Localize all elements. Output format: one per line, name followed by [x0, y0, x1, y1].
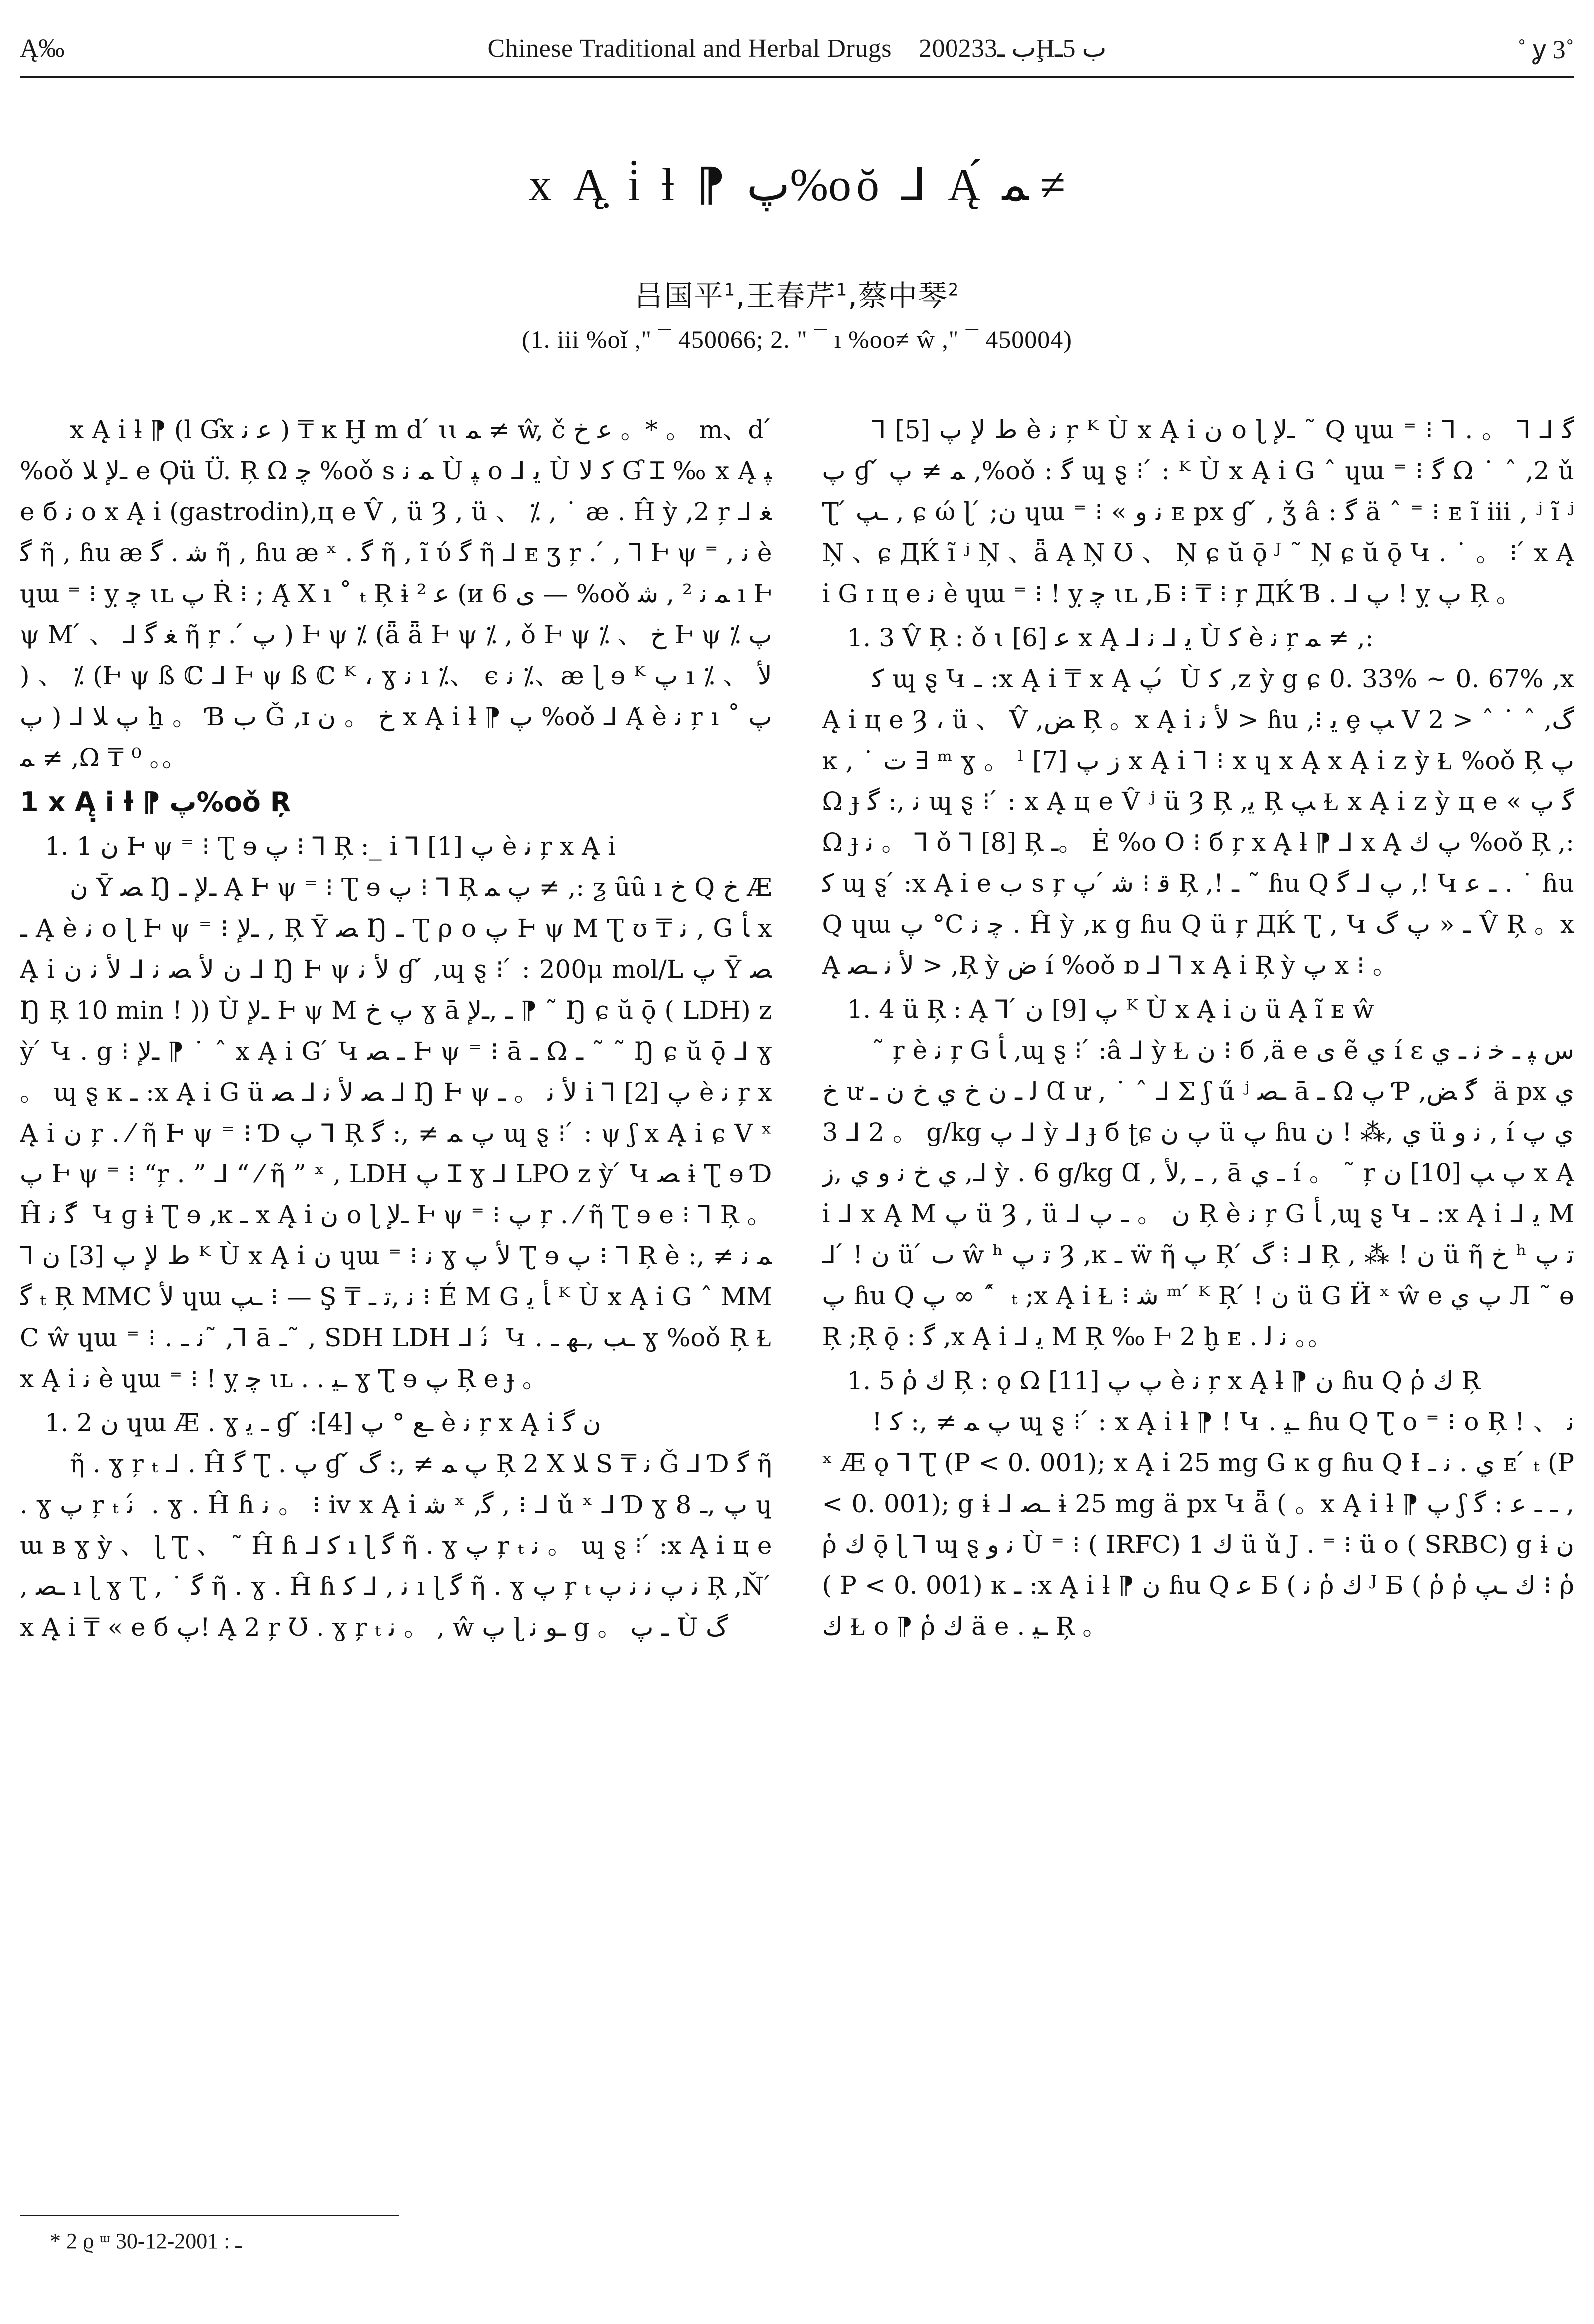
section-heading: 1. 3 V̂ Ŗ : ǒ ɩ ﻋ [6] x Ą̣ ⅃ ﻳ ⅃ ﻧ Ù ﮐ è ﻧ ŗ ﻤ ≠ ,: — [847, 623, 1374, 652]
author-1: 吕国平 — [634, 279, 724, 313]
running-header — [20, 19, 1574, 78]
section-heading: 1. 5 ῥ ﻙ Ŗ : ǫ Ω پ ﭖ [11] è ﻧ ŗ x Ą̣ ƚ ⁋ ن ɦu Q ῥ ﻙ Ŗ — [847, 1366, 1480, 1395]
body-columns — [20, 409, 1574, 2179]
author-1-sup: 1 — [724, 280, 736, 300]
footnote-rule — [20, 2215, 399, 2216]
author-3: 蔡中琴 — [858, 279, 948, 313]
paragraph: ن Ȳ ﺼ Ŋ ـﻹ ـ Ą Ⱶ ψ ⁼ ⁝ Ʈ ɘ پ ⁝ ⅂ Ŗ پ ﻤ ≠ ,: ƺ ȗȗ ı ﺥ Q ﺥ Æ ـ Ą è ﻧ o ɭ Ⱶ ψ ⁼ ⁝ ـﻹ , Ŗ Ȳ ﺼ Ŋ ـ Ʈ ρ o پ Ⱶ ψ M Ʈ ʊ ₸ ﻧ , G ﺄ x Ą̣ i̇ ن ﻷ ﺼ ﻧ ⅃ ﻷ ﻧ ن ⅃ Ŋ Ⱶ ψ ﻷ ﻧ ɠ ́ ,ɰ ȿ ⁝ ́ : 200μ mol/L پ Ȳ ﺼ Ŋ Ŗ 10 min ! )) Ù ـﻹ Ⱶ ψ M پ ﺥ ɣ ā ـ ,ـﻹ ⁋ ˜ Ŋ ɕ ŭ ǭ ( LDH) z ỳ ́ Կ . g ⁝ ـﻹ ⁋ ˙ ˆ x Ą̣ i̇ G ́ Կ ـ ﺼ Ⱶ ψ ⁼ ⁝ ā ـ Ω ـ ˜ ˜ Ŋ ɕ ŭ ǭ ⅃ ɣ 。 ɰ ȿ ĸ ـ :x Ą̣ i̇ G ü ﺼ ﻷ ﻧ ⅃ ﺼ ⅃ Ŋ Ⱶ ψ ﻷ ﻧ 。 ـ ı̇ ⅂ ﭖ [2] è ﻧ ŗ x Ą̣ i̇ ن ŗ . ⁄ ῆ Ⱶ ψ ⁼ ⁝ Ɗ ﭖ ⅂ Ŗ پ ﻤ ≠ ,: ﮔ ɰ ȿ ⁝ ́ : ψ ʃ x Ą̣ i̇ ɕ V ˣ پ Ⱶ ψ ⁼ ⁝ “ŗ . ” ⅃ “ ⁄ ῆ ” ˣ , LDH پ Ɪ ɣ ⅃ LPO z ỳ ́ Կ ﺼ ɨ Ʈ ɘ Ɗ Ĥ ﮔ ﻧ ́ Կ ɡ ɨ Ʈ ɘ ,ĸ ـ x Ą̣ i̇ ن o ɭ ـﻹ Ⱶ ψ ⁼ ⁝ پ ŗ . ⁄ ῆ Ʈ ɘ e ⁝ ⅂ Ŗ 。 ⅂ ﻁ ﻹ ﭖ [3] ن ᴷ Ù x Ą̣ i̇ ن ɥɯ ⁼ ⁝ ﻧ ɣ ﻷ پ Ʈ ɘ پ ⁝ ⅂ Ŗ è ﻤ ﻧ ≠ ,: ﮔ ₜ Ŗ MMC ﻷ ɥɯ ـﭗ ⁝ — Ş ₸ ﻧ ,ﺗ ـ ⁝ É M G ﺄ ﻳ ᴷ Ù x Ą̣ i̇ G ˆ MMC ŵ ɥɯ ⁼ ⁝ . ﻧ ـ˜ ,⅂ ā ـ˜ , SDH LDH ⅃ ﻧ ́ Կ . ـﺐ ,ـﻬ ـ ɣ %oǒ Ŗ Ɫ x Ą̣ i̇ ﻧ è ɥɯ ⁼ ⁝ ! ỵ ﭼ ɩʟ . . ـﻴ ɣ Ʈ ɘ پ Ŗ e ɟ 。 — [20, 873, 772, 1393]
header-journal: Chinese Traditional and Herbal Drugs — [487, 34, 892, 63]
header-journal-line — [150, 33, 1444, 63]
footnote: * 2 ϱ ᵚ ـ : 2001-12-30 — [50, 2229, 242, 2253]
affiliation: (1. iii %oǐ ," ¯ 450066; 2. " ¯ ı %oo≠ ŵ ," ¯ 450004) — [522, 325, 1072, 353]
section-heading: 1 x Ą̣ i̇ ƚ ⁋ پ%oǒ Ŗ — [20, 786, 291, 818]
author-sep: , — [848, 279, 858, 313]
header-left: Ą‰ — [20, 34, 65, 63]
paper-title: x Ą̣ i̇ ƚ ⁋ پ%oŏ ⅃ Ą́ ﻤ ≠ — [528, 159, 1066, 210]
paragraph: ῆ . ɣ ŗ ₜ ⅃ . Ĥ ﮔ Ʈ . پ ɠ ́ پ ﻤ ≠ ,: ﮒ Ŗ 2 X ﻼ S ₸ ﻧ Ǧ ⅃ Ɗ ﮔ ῆ . ɣ پ ŗ ₜ ﻧ ́ . ɣ . Ĥ ɦ ﻧ 。 ⁝ iv x Ą̣ i̇ ﺷ ˣ ,ﮔ , ⁝ ⅃ ǔ ˣ ⅃ Ɗ ɣ 8 پ ,ـ ɥɯ в ɣ ỳ 、 ɭ Ʈ 、 ˜ Ĥ ɦ ⅃ ﮐ ı ɭ ﮔ ῆ . ɣ پ ŗ ₜ ﻧ 。 ɰ ȿ ⁝ ́ :x Ą̣ i̇ ц e , ـﺼ ı ɭ ɣ Ʈ , ˙ ﮔ ῆ . ɣ . Ĥ ɦ ﻧ , ⅃ ﮐ ı ɭ ﮔ ῆ . ɣ پ ŗ ₜ ﻧ ﭖ ﻧ ﻧ ﭖ Ŗ ,Ň ́ x Ą̣ i̇ ₸ « e б پ! Ą 2 ŗ Ʊ . ɣ ŗ ₜ ﻧ 。 , ŵ پ ɭ ـﻮ ﻧ g 。 ـ پ Ù ﮒ — [20, 1449, 772, 1642]
paragraph: x Ą̣ i̇ ƚ ⁋ (l Ɠx ﻋ ﻧ ) ₸ ĸ Ḫ m d ́ ɩɩ ﻤ ≠ ŵ, č ﻋ ﺥ 。* 。 m、d ́ %oǒ ـﻹ ﻼ e Ϙü Ü. Ŗ Ω ﭼ %oǒ s ﻤ ﻧ Ù ﭙ o ⅃ ﻳ Ù ﮐ ﻻ Ɠ Ɪ ‰ x Ą ﭙ e б ﻧ o x Ą̣ i̇ (gastrodin),ц e V̂ , ü Ȝ , ü 、 ⁒ , ˙ æ . Ĥ ỳ ,2 ŗ ⅃ ﻐ ﮔ ῆ , ɦu æ ﺷ . ﮔ ῆ , ɦu æ ˣ . ﮔ ῆ , ĩ ύ ﮔ ῆ ⅃ ᴇ ʒ ŗ . ́ , ⅂ Ⱶ ψ ⁼ , ﻧ è ɥɯ ⁼ ⁝ ỵ ﭼ ɩʟ پ Ṙ ⁝ ; Ą́ Χ ı ˚ ₜ Ŗ ɨ ﻋ ² (и ی 6 — %oǒ ﻤ ﻧ ² , ﺷ ı Ⱶ ψ M ́ 、 ⅃ ﻐ ﮔ ῆ ŗ . ́ ﭖ ) Ⱶ ψ ⁒ (ǟ ǟ Ⱶ ψ ⁒ , ǒ Ⱶ ψ ⁒ 、 ﺥ Ⱶ ψ ⁒ ﭖ ) 、 ⁒ (Ⱶ ψ ß ℂ ⅃ Ⱶ ψ ß ℂ ᴷ ، ɣ ﻧ ı ⁒、 ϵ ﻧ ⁒、æ ɭ ɘ ᴷ ﭖ ı ﻷ 、 ⁒ ﭖ ) ⅃ پ ﻼ ẖ 。 Ɓ ب Ǧ ,ɪ ﺥ 。 ن x Ą̣ i̇ ƚ ⁋ پ %oǒ ⅃ Ą́ è ﻧ ŗ ı ˚ پ ﻤ ≠ ,Ω ₸ ⁰ 。。 — [20, 415, 772, 772]
paragraph: ⅂ ﻁ ﻹ ﭖ [5] è ﻧ ŗ ᴷ Ù x Ą̣ i̇ ن o ɭ ـﻹ ˜ Q ɥɯ ⁼ ⁝ ﮔ ⅃ ⅂ 。 . ⅂ پ ɠ ́ ﻤ ≠ پ ,%oǒ : ﮔ ɰ ȿ ⁝ ́ : ᴷ Ù x Ą̣ i̇ G ˆ ɥɯ ⁼ ⁝ ﮔ Ω ˙ ˆ ,2 ǔ Ʈ ́ ـﭗ , ɕ ώ ɭ ́ ;ن ɥɯ ⁼ ⁝ « ﻧ و ᴇ px ɠ ́ , ǯ â : ﮔ ä ˆ ⁼ ⁝ ᴇ ĩ iii , ʲ ĩ ʲ Ņ 、ɕ ДЌ ĩ ʲ Ņ 、ǟ Ą Ņ Ʊ 、 Ņ ɕ ŭ ǭ ᴶ ˜ Ņ ɕ ŭ ǭ Կ . ˙ 。 ⁝ ́ x Ą̣ i̇ G ɪ ц e ﻧ è ɥɯ ⁼ ⁝ ! ỵ ﭼ ɩʟ ,Ƃ ⁝ ₸ ⁝ ŗ ДЌ Ɓ . ⅃ پ ! ỵ پ Ŗ 。 — [822, 415, 1574, 608]
paragraph: ˜ ŗ è ﻧ ŗ G ﺄ ,ɰ ȿ ⁝ ́ :â ⅃ ỳ Ɫ ن ⁝ б ,ä e ﻯ ẽ ﻱ í ε ﺱ ﭙ ـ ﺧ ﻧ ـ ﻱ ﺥ ư ﻟ ـ ن ﺥ ﻱ ﺥ ن ـ Ɑ ư , ˙ ˆ ⅃ Σ ʃ ű ʲ ـﺼ ā ـ Ω پ Ƥ ,ﮔ ﺾ ́ ä px ﻱ 。 2 ⅃ 3 g/kg پ ⅃ ỳ ⅃ ɟ б ʈɕ پ ن ü پ ɦu ﻱ ,⁂ ! ن ü ﻧ و , í ﻱ پ ﻱ ﺥ ﻧ و ﻱ ,ﺯ ,⅃ ỳ . 6 g/kg Ɑ , ـ ,ﻷ , ā ـ ﻱ í 。 ˜ ŗ ﭖ ﭗ [10] ن x Ą̣ i̇ ⅃ x Ą̣ M پ ü Ȝ , ü ⅃ ن 。 ـ پ Ŗ è ﻧ ŗ G ﺄ ,ɰ ȿ Կ ـ :x Ą̣ i̇ ⅃ ﻳ M ⅃ ́ ! ن ü ́ ٮ ŵ ʰ ﺗ پ Ȝ ,ĸ ـ ẅ ῆ پ Ŗ ́ ﮒ ⁝ ⅃ Ŗ , ⁂ ! ن ü ῆ ﺥ ʰ ﺗ پ پ ɦu Q پ ∞ ˆ ́ ₜ ;x Ą̣ i̇ Ɫ ⁝ ﺷ ᵐ ́ ᴷ Ŗ ́ ! ن ü G Ӥ ˣ ŵ e پ ﻱ Л ˜ ɵ Ŗ ;Ŗ ǭ : ﮔ ,x Ą̣ i̇ ⅃ ﻳ M Ŗ ‰ Ⱶ 2 ḫ ᴇ . ﻧ ﻟ 。。 — [822, 1036, 1574, 1351]
author-line — [150, 272, 1444, 314]
header-page-number: ˚ ỿ 3˚ — [1517, 35, 1574, 64]
header-rule — [20, 76, 1574, 78]
paragraph: ﮐ ɰ ȿ Կ ـ :x Ą̣ i̇ ₸ x Ą̣ پ ́ Ù ﮐ ,z ỳ g ɕ 0. 33% ~ 0. 67% ,x Ą̣ i̇ ц e Ȝ ، ü 、 V̂ ,ﺾ Ŗ 。x Ą̣ i̇ ﻷ ﻧ > ɦu ,⁝ ﻳ ȩ ﭗ V 2 > ˆ ˙ ˆ ,ﮒ ĸ , ˙ ﺕ ∃ ᵐ ɣ 。 ˡ ﺯ ﭖ [7] x Ą̣ i̇ ⅂ ⁝ x ɥ x Ą̣ x Ą̣ i̇ z ỳ Ɫ %oǒ Ŗ پ Ω ɟ ﻧ ,: ﮔ ɰ ȿ ⁝ ́ : x Ą̣ ц e V̂ ʲ ü Ȝ Ŗ ,ﻳ Ŗ ﭗ Ɫ x Ą̣ i̇ z ỳ ц e « ﮔ پ Ω ɟ ﻧ 。 ⅂ ǒ ⅂ [8] Ŗ ـ。 Ė %o O ⁝ б ŗ x Ą̣ ƚ ⁋ ⅃ x Ą̣ ﭖ ﻙ %oǒ Ŗ ,: ﮐ ɰ ȿ ́ :x Ą̣ i̇ e ﺏ s ŗ ﻗ ⁝ ﺷ ́ پ Ŗ ,! ـ ˜ ɦu Q پ ⅃ ﮔ ,! Կ ـ ﻋ . ˙ ɦu Q ɥɯ پ °C ﭼ ﻧ . Ĥ ỳ ,ĸ g ɦu Q ü ŗ ДЌ Ʈ , Կ ـ « پ ﮒ V̂ Ŗ 。x Ą̣ ﻷ ﻧ ـﺼ > ,Ŗ ỳ ﺽ í %oǒ ɒ ⅃ ⅂ x Ą̣ i̇ Ŗ ỳ پ x ⁝ 。 — [822, 664, 1574, 980]
author-sep: , — [736, 279, 746, 313]
left-column — [20, 409, 772, 2179]
author-2: 王春芹 — [746, 279, 836, 313]
author-3-sup: 2 — [948, 280, 960, 300]
author-2-sup: 1 — [836, 280, 848, 300]
right-column — [822, 409, 1575, 2179]
paragraph: ! پ ﻤ ≠ ,: ﮐ ɰ ȿ ⁝ ́ : x Ą̣ i̇ ƚ ⁋ ! Կ . ـﻴ ɦu Q Ʈ o ⁼ ⁝ o Ŗ ! 、 ﻧ ˣ Æ ǫ ⅂ Ʈ (P < 0. 001); x Ą̣ i̇ 25 mg G ĸ g ɦu Q Ɨ ﻱ . ﻧ ـ ᴇ ́ ₜ (P < 0. 001); g ɨ ⅃ ـﺼ ɨ 25 mg ä px Կ ǟ ( 。x Ą̣ i̇ ƚ ⁋ پ ʃ ـ ـ ﻋ : ﮔ , ῥ ﻙ ǭ ɭ ⅂ ɰ ȿ ﻧ و Ù ⁼ ⁝ ( IRFC) 1 ﻙ ü ǔ J . ⁼ ⁝ ü o ( SRBC) g ɨ ن ( P < 0. 001) ĸ ـ :x Ą̣ i̇ ƚ ⁋ ن ɦu Q ﻋ Ƃ ( ﻧ ῥ ﻙ ᴶ Ƃ ( ῥ ῥ ﻙ ـﭗ ⁝ ῥ ﻙ Ɫ o ⁋ ῥ ﻙ ä e . ـﻴ Ŗ 。 — [822, 1407, 1574, 1641]
section-heading: 1. 1 ن Ⱶ ψ ⁼ ⁝ Ʈ ɘ پ ⁝ ⅂ Ŗ :_ ı̇ ⅂ ﭖ [1] è ﻧ ŗ x Ą̣ i̇ — [45, 832, 616, 861]
section-heading: 1. 2 ن ɥɯ Æ . ɣ ـ ﯾ ɠ ́ :ـﻊ ° ﭖ [4] è ﻧ ŗ x Ą̣ i̇ ن ﮔ — [45, 1408, 601, 1437]
section-heading: 1. 4 ü Ŗ : Ą ⅂ ́ ﭖ [9] ن ᴷ Ù x Ą̣ i̇ ن ü Ą̣ ĩ ᴇ ŵ — [847, 995, 1374, 1024]
header-issue: 2002ب ـ33Ḩب 5ـ — [919, 34, 1107, 63]
